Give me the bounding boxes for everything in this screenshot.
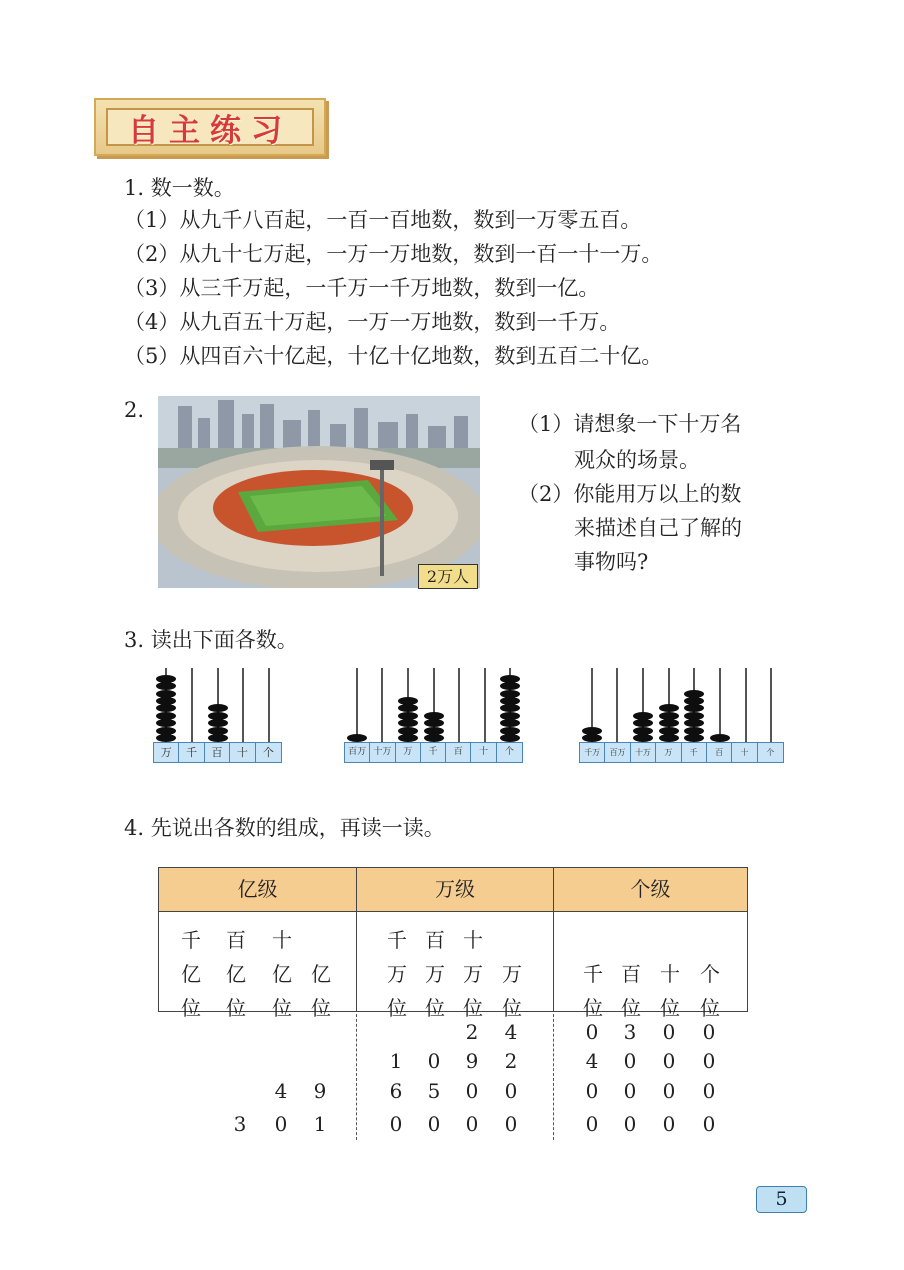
q2-item-2-line-2: 来描述自己了解的 — [574, 516, 742, 540]
place-name-char: 位 — [463, 996, 483, 1020]
number-digit: 0 — [662, 1079, 676, 1103]
abacus-bead — [500, 682, 520, 690]
abacus-bead — [398, 727, 418, 735]
abacus-rod — [719, 668, 721, 742]
abacus-bead — [500, 675, 520, 683]
abacus-place-label: 百万 — [345, 743, 370, 762]
dashed-divider — [553, 1014, 554, 1140]
number-digit: 0 — [465, 1112, 479, 1136]
q1-item-2: （2）从九十七万起，一万一万地数，数到一百一十一万。 — [124, 242, 663, 266]
place-name-char: 百 — [226, 928, 246, 952]
abacus-bead — [633, 734, 653, 742]
q1-item-5: （5）从四百六十亿起，十亿十亿地数，数到五百二十亿。 — [124, 344, 663, 368]
place-name-char: 位 — [311, 996, 331, 1020]
dashed-divider — [356, 1014, 357, 1140]
abacus-1 — [153, 668, 282, 763]
q2-item-2-line-3: 事物吗? — [574, 550, 649, 574]
abacus-place-label: 百 — [205, 743, 230, 762]
abacus-rod — [770, 668, 772, 742]
abacus-bead — [633, 712, 653, 720]
stadium-photo — [158, 396, 480, 588]
number-digit: 0 — [585, 1020, 599, 1044]
place-name-char: 位 — [502, 996, 522, 1020]
abacus-bead — [156, 690, 176, 698]
number-digit: 6 — [389, 1079, 403, 1103]
place-name-char: 十 — [660, 962, 680, 986]
abacus-bead — [208, 712, 228, 720]
abacus-bead — [208, 704, 228, 712]
abacus-rod — [191, 668, 193, 742]
place-name-char: 亿 — [311, 962, 331, 986]
abacus-bead — [424, 719, 444, 727]
abacus-bead — [500, 734, 520, 742]
abacus-bead — [424, 712, 444, 720]
abacus-place-label: 千 — [682, 743, 707, 762]
abacus-bead — [500, 719, 520, 727]
abacus-bead — [684, 734, 704, 742]
abacus-3 — [579, 668, 784, 763]
abacus-place-label: 十 — [471, 743, 496, 762]
number-digit: 0 — [662, 1049, 676, 1073]
place-name-char: 亿 — [226, 962, 246, 986]
abacus-bead — [500, 712, 520, 720]
number-digit: 4 — [585, 1049, 599, 1073]
abacus-bead — [156, 697, 176, 705]
abacus-bead — [156, 719, 176, 727]
abacus-bead — [156, 675, 176, 683]
abacus-rod — [745, 668, 747, 742]
abacus-rod — [381, 668, 383, 742]
abacus-place-label: 千 — [179, 743, 204, 762]
abacus-bead — [156, 734, 176, 742]
number-digit: 9 — [465, 1049, 479, 1073]
abacus-place-label: 千万 — [580, 743, 605, 762]
abacus-bead — [659, 704, 679, 712]
abacus-bead — [156, 727, 176, 735]
column-divider — [553, 912, 554, 1011]
place-name-char: 万 — [387, 962, 407, 986]
number-digit: 4 — [504, 1020, 518, 1044]
number-digit: 0 — [427, 1112, 441, 1136]
abacus-rod — [458, 668, 460, 742]
abacus-place-label: 万 — [154, 743, 179, 762]
q1-item-4: （4）从九百五十万起，一万一万地数，数到一千万。 — [124, 310, 621, 334]
abacus-rod — [356, 668, 358, 742]
q1-item-3: （3）从三千万起，一千万一千万地数，数到一亿。 — [124, 276, 600, 300]
number-digit: 3 — [233, 1112, 247, 1136]
abacus-bead — [347, 734, 367, 742]
place-name-char: 位 — [226, 996, 246, 1020]
abacus-bead — [208, 727, 228, 735]
place-name-char: 百 — [425, 928, 445, 952]
abacus-bead — [582, 734, 602, 742]
header-wan-level: 万级 — [357, 868, 554, 911]
abacus-bead — [424, 734, 444, 742]
abacus-place-label: 十万 — [370, 743, 395, 762]
place-name-char: 百 — [621, 962, 641, 986]
number-digit: 0 — [465, 1079, 479, 1103]
number-digit: 0 — [702, 1020, 716, 1044]
column-divider — [356, 912, 357, 1011]
number-digit: 3 — [623, 1020, 637, 1044]
place-name-char: 万 — [463, 962, 483, 986]
abacus-bead — [398, 734, 418, 742]
place-name-char: 个 — [700, 962, 720, 986]
abacus-bead — [659, 719, 679, 727]
abacus-bead — [659, 727, 679, 735]
abacus-bead — [156, 704, 176, 712]
abacus-bead — [684, 712, 704, 720]
place-name-char: 位 — [700, 996, 720, 1020]
abacus-bead — [684, 727, 704, 735]
number-digit: 1 — [389, 1049, 403, 1073]
abacus-rod — [242, 668, 244, 742]
place-name-char: 万 — [425, 962, 445, 986]
abacus-bead — [500, 727, 520, 735]
place-name-char: 千 — [387, 928, 407, 952]
number-digit: 0 — [702, 1112, 716, 1136]
abacus-place-label: 十 — [732, 743, 757, 762]
abacus-bead — [500, 690, 520, 698]
abacus-rod — [616, 668, 618, 742]
number-digit: 0 — [623, 1112, 637, 1136]
number-digit: 9 — [313, 1079, 327, 1103]
q3-title: 3. 读出下面各数。 — [124, 628, 298, 652]
abacus-place-label: 万 — [656, 743, 681, 762]
abacus-bead — [424, 727, 444, 735]
number-digit: 0 — [662, 1020, 676, 1044]
abacus-rod — [484, 668, 486, 742]
number-digit: 0 — [427, 1049, 441, 1073]
abacus-bead — [398, 712, 418, 720]
abacus-place-label: 千 — [421, 743, 446, 762]
place-name-char: 位 — [272, 996, 292, 1020]
abacus-bead — [684, 719, 704, 727]
abacus-bead — [633, 727, 653, 735]
place-name-char: 位 — [621, 996, 641, 1020]
abacus-bead — [582, 727, 602, 735]
place-names-row — [158, 912, 748, 1020]
abacus-bead — [633, 719, 653, 727]
place-name-char: 千 — [583, 962, 603, 986]
place-name-char: 位 — [425, 996, 445, 1020]
place-name-char: 亿 — [272, 962, 292, 986]
abacus-place-label: 个 — [262, 746, 274, 759]
table-header — [158, 867, 748, 912]
section-banner — [94, 98, 326, 156]
abacus-place-label: 个 — [504, 747, 514, 757]
photo-caption-badge: 2万人 — [418, 564, 478, 589]
abacus-place-labels — [153, 742, 282, 763]
abacus-place-label: 百万 — [605, 743, 630, 762]
number-digit: 0 — [702, 1049, 716, 1073]
number-digit: 1 — [313, 1112, 327, 1136]
place-name-char: 十 — [463, 928, 483, 952]
q4-title: 4. 先说出各数的组成，再读一读。 — [124, 816, 445, 840]
number-digit: 2 — [504, 1049, 518, 1073]
abacus-place-labels — [579, 742, 784, 763]
place-value-table — [158, 867, 748, 1020]
number-digit: 0 — [623, 1049, 637, 1073]
section-title: 自主练习 — [128, 112, 292, 149]
place-name-char: 亿 — [181, 962, 201, 986]
q2-item-1-line-2: 观众的场景。 — [574, 448, 700, 472]
abacus-bead — [684, 690, 704, 698]
abacus-bead — [500, 704, 520, 712]
number-digit: 5 — [427, 1079, 441, 1103]
place-name-char: 位 — [181, 996, 201, 1020]
place-name-char: 位 — [583, 996, 603, 1020]
abacus-place-label: 十万 — [631, 743, 656, 762]
q2-item-2-line-1: （2）你能用万以上的数 — [518, 482, 742, 506]
abacus-bead — [208, 719, 228, 727]
number-digit: 2 — [465, 1020, 479, 1044]
abacus-bead — [684, 704, 704, 712]
abacus-place-label: 个 — [766, 748, 775, 757]
q2-item-1-line-1: （1）请想象一下十万名 — [518, 412, 742, 436]
number-digit: 0 — [585, 1079, 599, 1103]
abacus-bead — [156, 712, 176, 720]
number-digit: 0 — [662, 1112, 676, 1136]
section-banner-frame — [106, 108, 314, 149]
abacus-bead — [208, 734, 228, 742]
number-digit: 0 — [504, 1079, 518, 1103]
abacus-bead — [500, 697, 520, 705]
place-name-char: 千 — [181, 928, 201, 952]
place-name-char: 万 — [502, 962, 522, 986]
number-digit: 0 — [702, 1079, 716, 1103]
page-number: 5 — [756, 1186, 807, 1213]
number-digit: 0 — [504, 1112, 518, 1136]
header-yi-level: 亿级 — [159, 868, 357, 911]
abacus-bead — [156, 682, 176, 690]
number-digit: 0 — [389, 1112, 403, 1136]
q1-title: 1. 数一数。 — [124, 176, 235, 200]
abacus-rod — [268, 668, 270, 742]
abacus-bead — [398, 704, 418, 712]
number-digit: 0 — [623, 1079, 637, 1103]
abacus-place-label: 万 — [396, 743, 421, 762]
number-digit: 0 — [274, 1112, 288, 1136]
abacus-place-label: 百 — [707, 743, 732, 762]
q1-item-1: （1）从九千八百起，一百一百地数，数到一万零五百。 — [124, 208, 642, 232]
abacus-place-label: 百 — [446, 743, 471, 762]
header-ge-level: 个级 — [630, 877, 671, 901]
abacus-2 — [344, 668, 523, 763]
number-digit: 0 — [585, 1112, 599, 1136]
number-digit: 4 — [274, 1079, 288, 1103]
abacus-place-labels — [344, 742, 523, 763]
abacus-bead — [684, 697, 704, 705]
abacus-bead — [398, 697, 418, 705]
abacus-bead — [659, 712, 679, 720]
abacus-bead — [710, 734, 730, 742]
abacus-bead — [659, 734, 679, 742]
place-name-char: 十 — [272, 928, 292, 952]
place-name-char: 位 — [660, 996, 680, 1020]
abacus-bead — [398, 719, 418, 727]
place-name-char: 位 — [387, 996, 407, 1020]
q2-number: 2. — [124, 398, 145, 422]
abacus-place-label: 十 — [230, 743, 255, 762]
